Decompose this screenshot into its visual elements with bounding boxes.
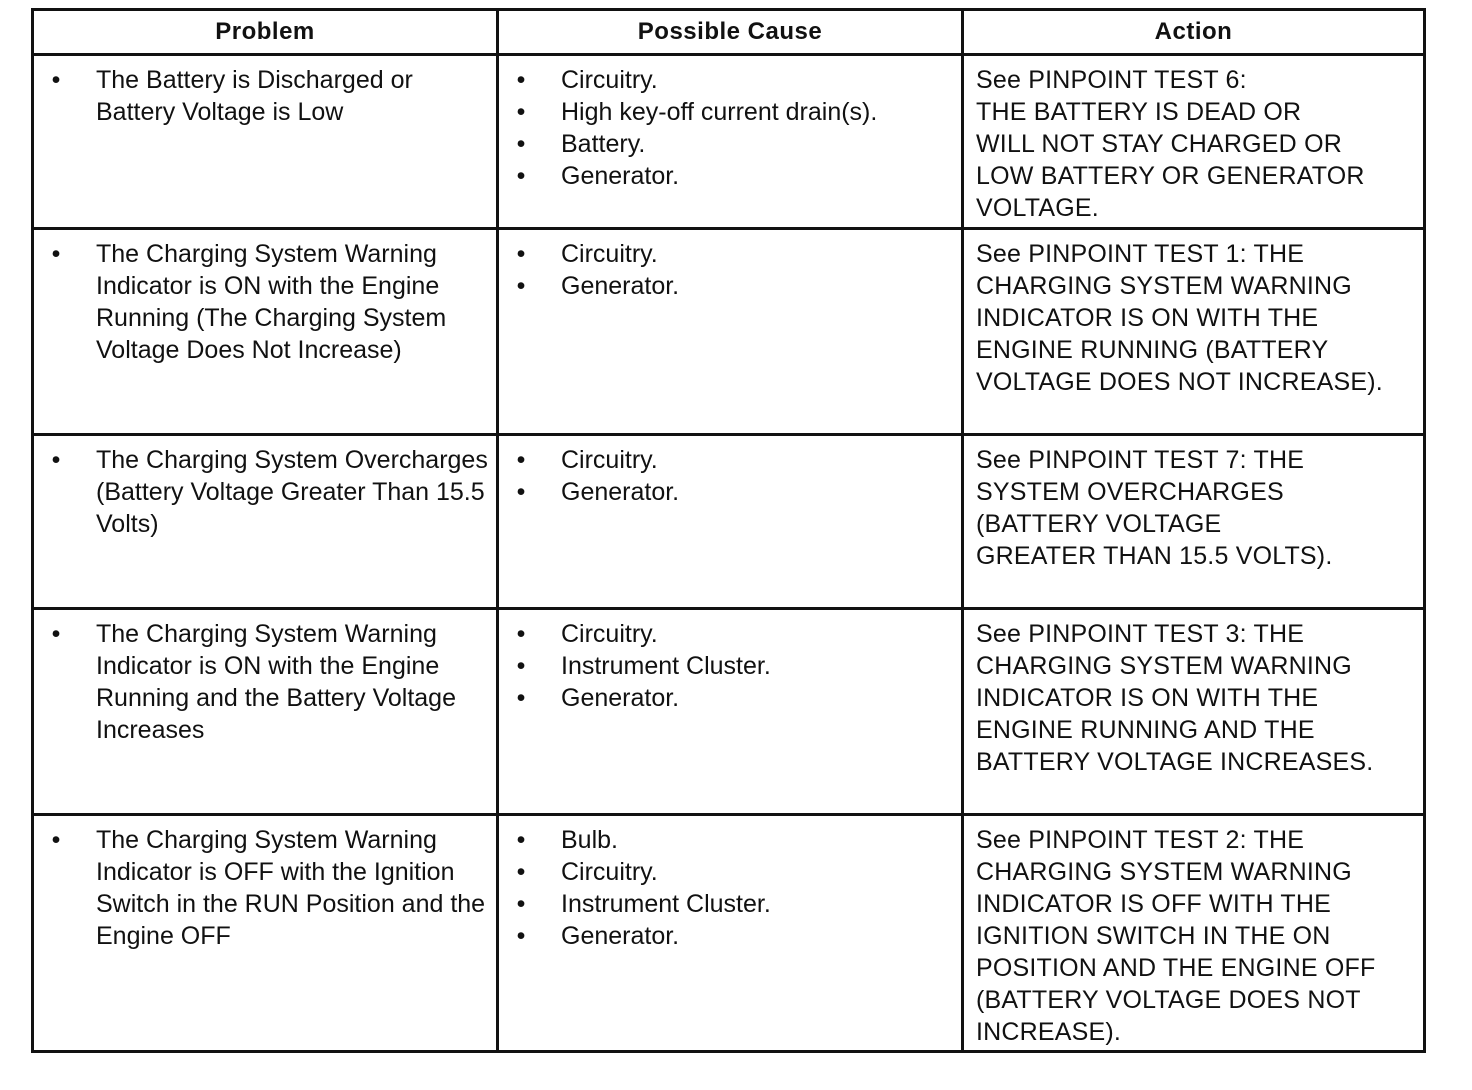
cause-text: Instrument Cluster.: [561, 652, 771, 680]
bullet-icon: •: [516, 858, 526, 886]
cause-text: Instrument Cluster.: [561, 890, 771, 918]
cause-item: [511, 618, 953, 650]
table-row: [33, 815, 1425, 1052]
cause-item: [511, 96, 953, 128]
problem-cell: [33, 55, 498, 229]
problem-item: [46, 238, 488, 366]
cause-text: Generator.: [561, 162, 680, 190]
cause-text: Battery.: [561, 130, 646, 158]
bullet-icon: •: [51, 446, 61, 474]
bullet-icon: •: [51, 240, 61, 268]
bullet-icon: •: [516, 684, 526, 712]
bullet-icon: •: [516, 620, 526, 648]
action-cell: [963, 815, 1425, 1052]
table-row: [33, 229, 1425, 435]
cause-text: Circuitry.: [561, 620, 658, 648]
bullet-icon: •: [516, 130, 526, 158]
problem-item: [46, 618, 488, 746]
problem-item: [46, 824, 488, 952]
bullet-icon: •: [516, 272, 526, 300]
bullet-icon: •: [516, 890, 526, 918]
symptom-table: [31, 8, 1426, 1053]
cause-text: Circuitry.: [561, 66, 658, 94]
table-row: [33, 609, 1425, 815]
problem-text: The Charging System Overcharges (Battery Voltage Greater Than 15.5 Volts): [96, 446, 488, 538]
problem-text: The Battery is Discharged or Battery Voltage is Low: [96, 66, 413, 126]
action-text: See PINPOINT TEST 7: THE SYSTEM OVERCHARGES (BATTERY VOLTAGE GREATER THAN 15.5 VOLTS).: [976, 446, 1333, 570]
bullet-icon: •: [516, 66, 526, 94]
cause-text: Generator.: [561, 922, 680, 950]
problem-text: The Charging System Warning Indicator is ON with the Engine Running and the Battery Voltage Increases: [96, 620, 456, 744]
problem-cell: [33, 229, 498, 435]
bullet-icon: •: [51, 826, 61, 854]
action-text: See PINPOINT TEST 3: THE CHARGING SYSTEM WARNING INDICATOR IS ON WITH THE ENGINE RUNNING AND THE BATTERY VOLTAGE INCREASES.: [976, 620, 1374, 776]
action-cell: [963, 229, 1425, 435]
bullet-icon: •: [516, 478, 526, 506]
bullet-icon: •: [516, 652, 526, 680]
problem-cell: [33, 815, 498, 1052]
cause-cell: [498, 435, 963, 609]
bullet-icon: •: [51, 620, 61, 648]
bullet-icon: •: [51, 66, 61, 94]
bullet-icon: •: [516, 826, 526, 854]
cause-item: [511, 682, 953, 714]
bullet-icon: •: [516, 446, 526, 474]
cause-cell: [498, 55, 963, 229]
action-text: See PINPOINT TEST 2: THE CHARGING SYSTEM WARNING INDICATOR IS OFF WITH THE IGNITION SWITCH IN THE ON POSITION AND THE ENGINE OFF (BATTERY VOLTAGE DOES NOT INCREASE).: [976, 826, 1376, 1046]
cause-item: [511, 824, 953, 856]
action-cell: [963, 55, 1425, 229]
cause-text: Circuitry.: [561, 858, 658, 886]
action-text: See PINPOINT TEST 6: THE BATTERY IS DEAD OR WILL NOT STAY CHARGED OR LOW BATTERY OR GENERATOR VOLTAGE.: [976, 66, 1365, 222]
cause-cell: [498, 229, 963, 435]
cause-item: [511, 270, 953, 302]
action-cell: [963, 609, 1425, 815]
cause-item: [511, 888, 953, 920]
cause-item: [511, 650, 953, 682]
problem-cell: [33, 435, 498, 609]
cause-text: Generator.: [561, 478, 680, 506]
cause-item: [511, 64, 953, 96]
cause-item: [511, 920, 953, 952]
bullet-icon: •: [516, 162, 526, 190]
problem-item: [46, 64, 488, 128]
table-header-row: [33, 10, 1425, 55]
cause-text: High key-off current drain(s).: [561, 98, 878, 126]
cause-cell: [498, 609, 963, 815]
problem-cell: [33, 609, 498, 815]
problem-text: The Charging System Warning Indicator is OFF with the Ignition Switch in the RUN Position and the Engine OFF: [96, 826, 486, 950]
cause-text: Circuitry.: [561, 446, 658, 474]
header-possible-cause: Possible Cause: [498, 10, 963, 55]
bullet-icon: •: [516, 922, 526, 950]
cause-item: [511, 444, 953, 476]
header-problem: Problem: [33, 10, 498, 55]
header-action: Action: [963, 10, 1425, 55]
cause-text: Circuitry.: [561, 240, 658, 268]
table-row: [33, 435, 1425, 609]
table-row: [33, 55, 1425, 229]
cause-item: [511, 856, 953, 888]
bullet-icon: •: [516, 98, 526, 126]
cause-item: [511, 128, 953, 160]
cause-text: Bulb.: [561, 826, 618, 854]
action-cell: [963, 435, 1425, 609]
cause-cell: [498, 815, 963, 1052]
action-text: See PINPOINT TEST 1: THE CHARGING SYSTEM WARNING INDICATOR IS ON WITH THE ENGINE RUNNING (BATTERY VOLTAGE DOES NOT INCREASE).: [976, 240, 1383, 396]
bullet-icon: •: [516, 240, 526, 268]
problem-item: [46, 444, 488, 540]
cause-text: Generator.: [561, 684, 680, 712]
cause-item: [511, 160, 953, 192]
problem-text: The Charging System Warning Indicator is ON with the Engine Running (The Charging System Voltage Does Not Increase): [96, 240, 447, 364]
cause-text: Generator.: [561, 272, 680, 300]
cause-item: [511, 238, 953, 270]
cause-item: [511, 476, 953, 508]
